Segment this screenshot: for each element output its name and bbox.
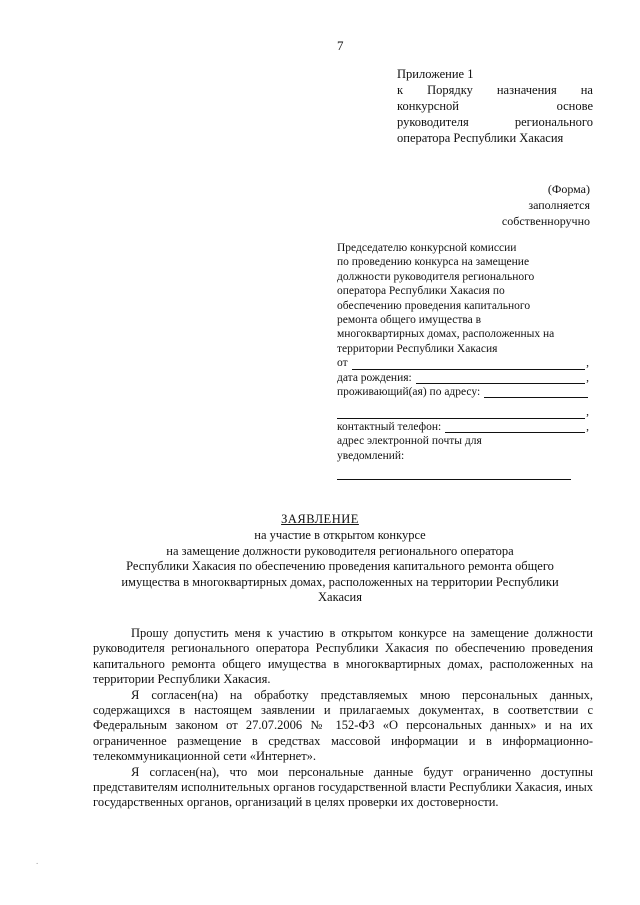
addressee-block <box>337 241 589 480</box>
residence-label: проживающий(ая) по адресу: <box>337 386 481 399</box>
addressee-line: ремонта общего имущества в <box>337 314 482 327</box>
residence-field-2[interactable] <box>337 405 589 419</box>
annex-word: к <box>397 83 404 97</box>
page-number: 7 <box>337 38 344 53</box>
comma: , <box>586 406 589 419</box>
annex-word: основе <box>556 99 593 113</box>
form-by-hand: собственноручно <box>501 214 590 228</box>
birth-date-field[interactable] <box>337 371 589 385</box>
subtitle-line: на замещение должности руководителя регионального оператора <box>166 543 514 558</box>
annex-word: Порядку <box>427 83 473 97</box>
form-label: (Форма) <box>547 182 590 196</box>
annex-line-3 <box>397 114 593 130</box>
annex-line-2 <box>397 98 593 114</box>
annex-line-1 <box>397 82 593 98</box>
statement-title: ЗАЯВЛЕНИЕ <box>281 512 359 526</box>
annex-word: руководителя <box>397 115 469 129</box>
residence-field[interactable] <box>337 385 589 399</box>
subtitle-line: Хакасия <box>318 590 362 605</box>
comma: , <box>586 420 589 433</box>
birth-date-label: дата рождения: <box>337 371 412 384</box>
subtitle-line: имущества в многоквартирных домах, расположенных на территории Республики <box>121 574 559 589</box>
body-paragraph-2: Я согласен(на) на обработку представляемых мною персональных данных, содержащихся в настоящем заявлении и прилагаемых документах, в соответствии с Федеральным законом от 27.07.2006 № 152-ФЗ «О персональных данных» и на их ограниченное размещение в средствах массовой информации и в информационно-телекоммуникационной сети «Интернет». <box>93 687 593 764</box>
body-paragraph-1: Прошу допустить меня к участию в открытом конкурсе на замещение должности руководителя регионального оператора Республики Хакасия по обеспечению проведения капитального ремонта общего имущества в многоквартирных домах, расположенных на территории Республики Хакасия. <box>93 626 593 687</box>
form-note <box>502 181 590 229</box>
from-label: от <box>337 357 348 370</box>
footer-mark: . <box>36 856 39 866</box>
addressee-line: по проведению конкурса на замещение <box>337 256 530 269</box>
phone-label: контактный телефон: <box>337 420 442 433</box>
subtitle-line: на участие в открытом конкурсе <box>254 528 426 542</box>
addressee-line: территории Республики Хакасия <box>337 342 498 355</box>
comma: , <box>586 371 589 384</box>
annex-word: на <box>580 83 593 97</box>
email-label-2: уведомлений: <box>337 449 405 462</box>
annex-line-4: оператора Республики Хакасия <box>397 131 564 145</box>
annex-title: Приложение 1 <box>397 67 474 81</box>
statement-body <box>93 626 593 811</box>
body-paragraph-3: Я согласен(на), что мои персональные данные будут ограниченно доступны представителям исполнительных органов государственной власти Республики Хакасия, иных государственных органов, организаций в целях проверки их достоверности. <box>93 764 593 810</box>
birth-date-blank[interactable] <box>416 373 585 384</box>
email-blank[interactable] <box>337 469 571 480</box>
residence-blank-2[interactable] <box>337 408 585 419</box>
form-filled: заполняется <box>528 198 590 212</box>
annex-word: регионального <box>514 115 593 129</box>
subtitle-line: Республики Хакасия по обеспечению проведения капитального ремонта общего <box>126 559 554 574</box>
addressee-line: многоквартирных домах, расположенных на <box>337 328 555 341</box>
addressee-line: должности руководителя регионального <box>337 270 535 283</box>
annex-header <box>397 66 593 146</box>
phone-field[interactable] <box>337 420 589 434</box>
phone-blank[interactable] <box>445 422 585 433</box>
addressee-line: оператора Республики Хакасия по <box>337 285 505 298</box>
addressee-line: Председателю конкурсной комиссии <box>337 242 517 254</box>
email-label-1: адрес электронной почты для <box>337 435 482 448</box>
addressee-line: обеспечению проведения капитального <box>337 299 531 312</box>
statement-subtitle <box>78 528 602 606</box>
annex-word: конкурсной <box>397 99 459 113</box>
comma: , <box>586 357 589 370</box>
annex-word: назначения <box>496 83 557 97</box>
from-field[interactable] <box>337 356 589 370</box>
from-blank[interactable] <box>352 359 586 370</box>
residence-blank[interactable] <box>484 387 588 398</box>
